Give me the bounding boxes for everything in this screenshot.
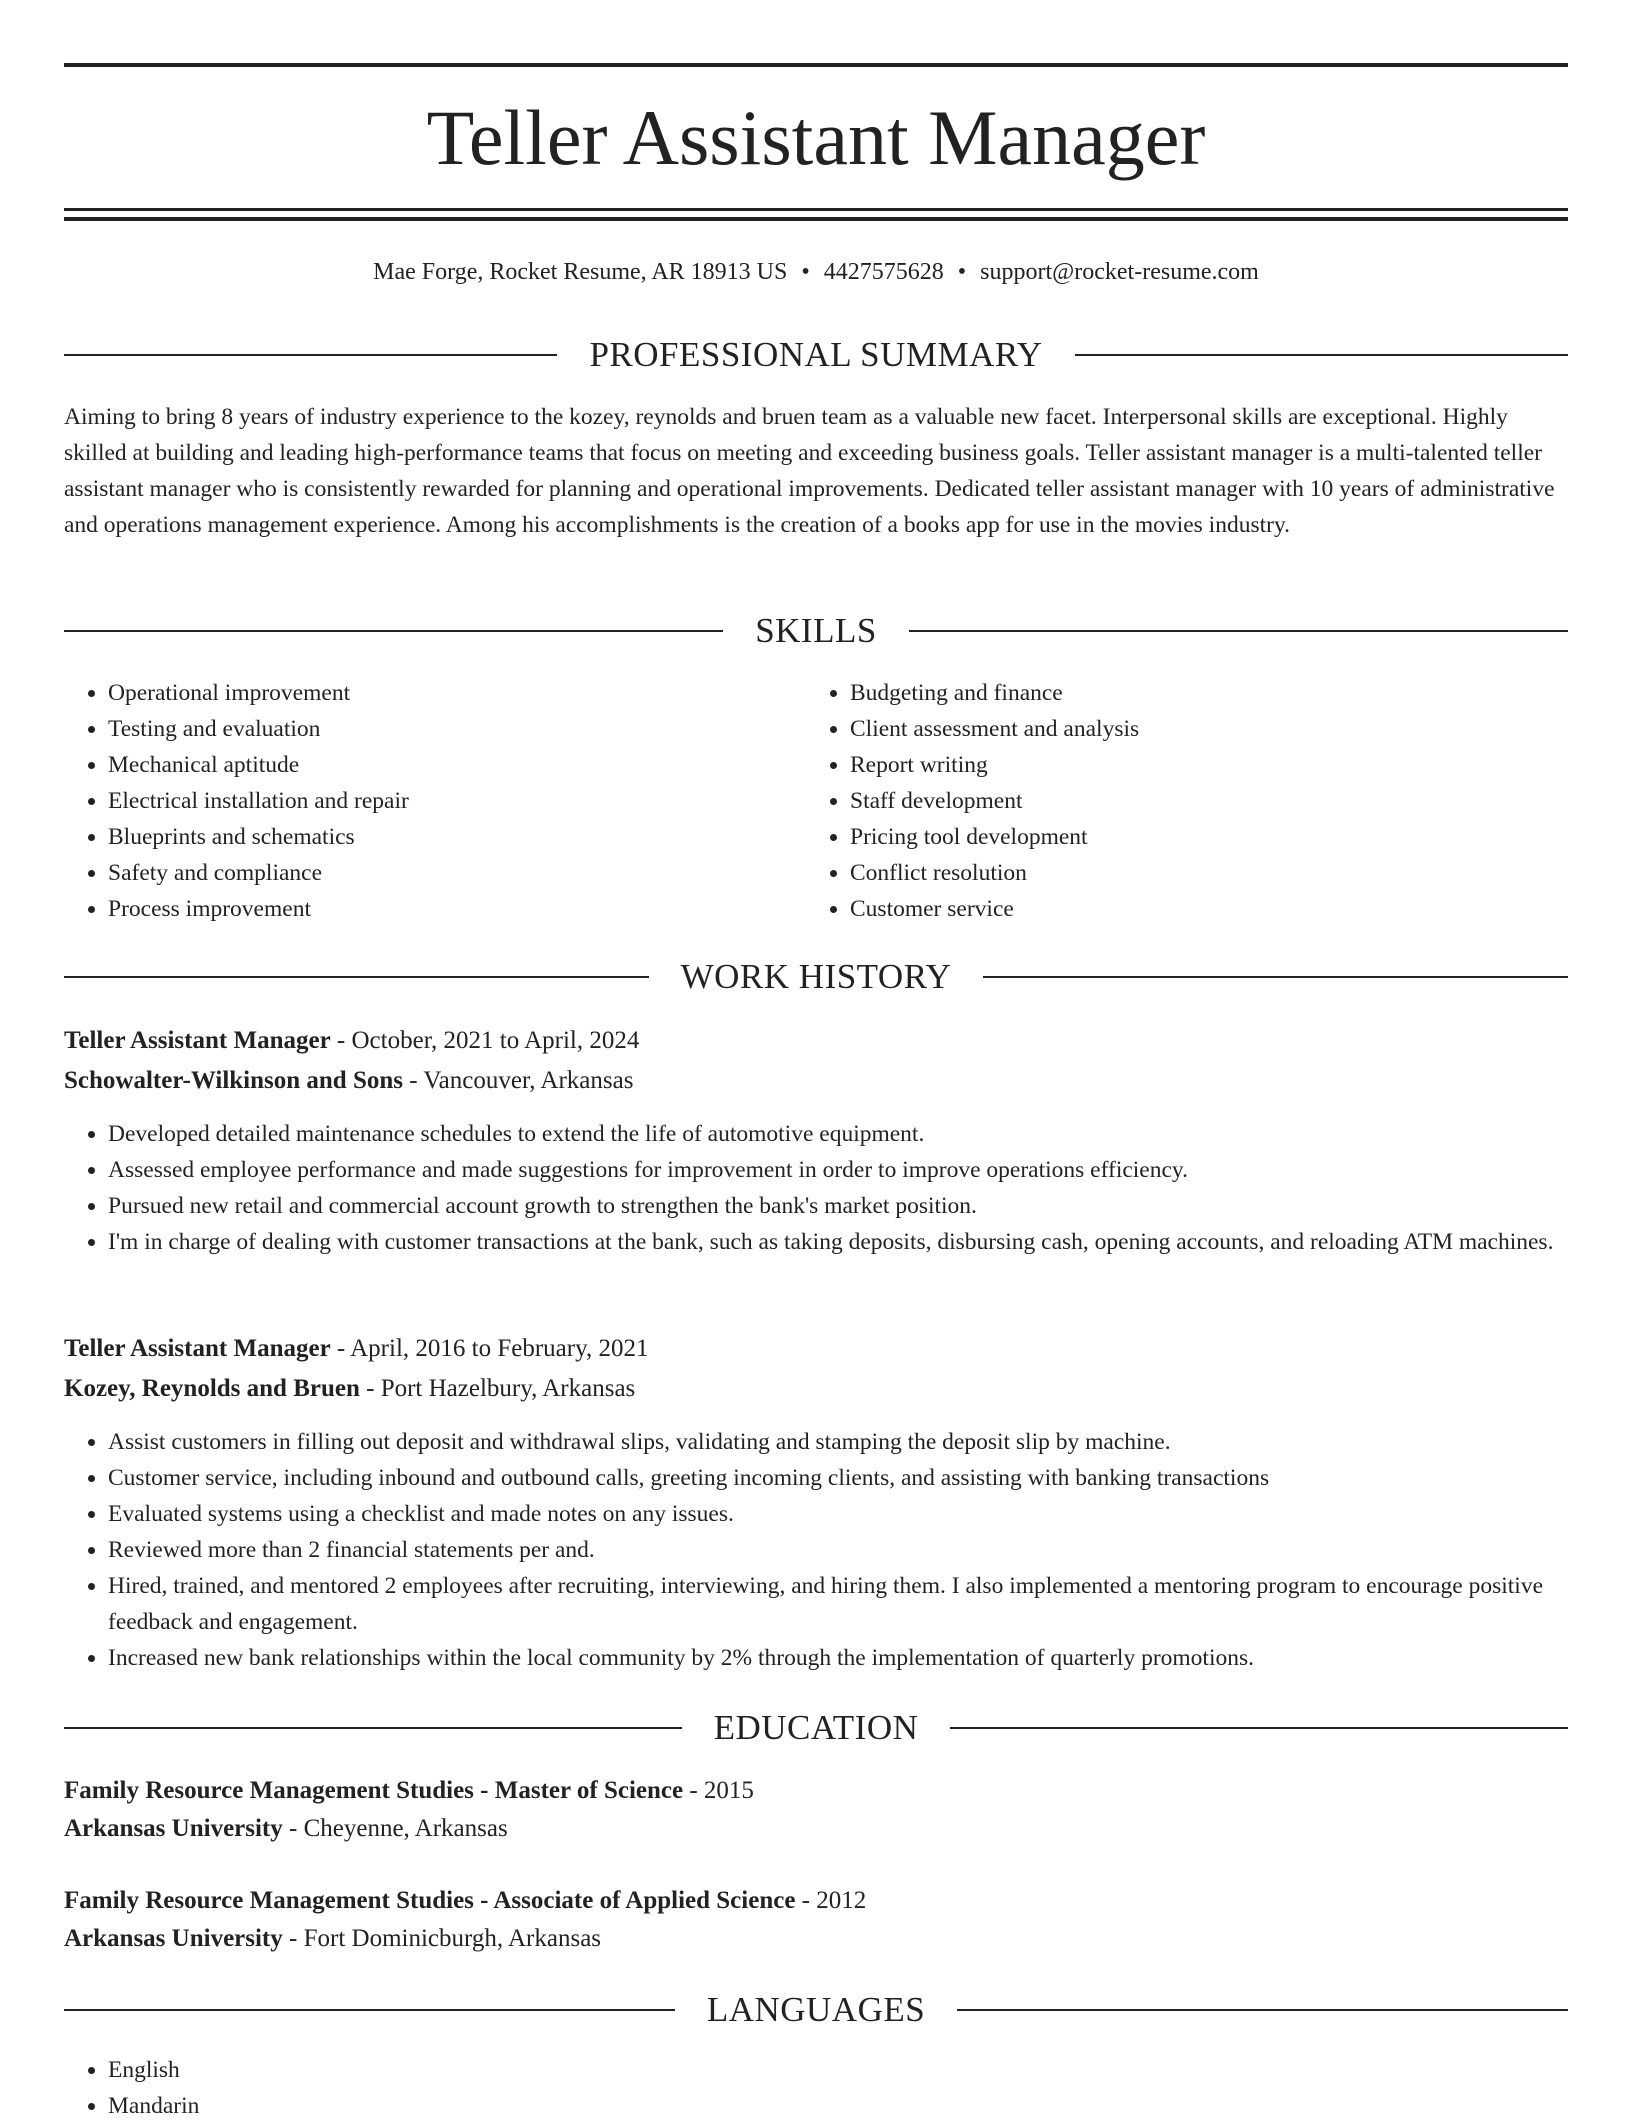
divider bbox=[64, 630, 723, 632]
education-year: 2012 bbox=[816, 1887, 867, 1914]
education-degree-line bbox=[64, 1771, 1568, 1811]
education-school: Arkansas University bbox=[64, 1815, 283, 1842]
job-title: Teller Assistant Manager bbox=[64, 1027, 331, 1054]
job-bullet: • Assist customers in filling out deposit and withdrawal slips, validating and stamping the deposit slip by machine. bbox=[108, 1424, 1612, 1460]
job-company: Kozey, Reynolds and Bruen bbox=[64, 1375, 360, 1402]
language-item: • Mandarin bbox=[108, 2088, 1612, 2124]
divider bbox=[64, 2009, 675, 2011]
job-company-line bbox=[64, 1369, 1568, 1409]
education-location: Cheyenne, Arkansas bbox=[303, 1815, 508, 1842]
skill-item: • Budgeting and finance bbox=[850, 675, 1610, 711]
skills-list-right bbox=[806, 675, 1610, 927]
title-double-rule bbox=[64, 208, 1568, 221]
divider bbox=[957, 2009, 1568, 2011]
contact-line bbox=[64, 254, 1568, 290]
job-bullet: • Reviewed more than 2 financial statements per and. bbox=[108, 1532, 1612, 1568]
job-bullet: • Increased new bank relationships within the local community by 2% through the implementation of quarterly promotions. bbox=[108, 1640, 1612, 1676]
education-year: 2015 bbox=[703, 1777, 754, 1804]
skill-item: • Blueprints and schematics bbox=[108, 819, 808, 855]
divider bbox=[1075, 354, 1568, 356]
language-item: • English bbox=[108, 2052, 1612, 2088]
summary-text: Aiming to bring 8 years of industry experience to the kozey, reynolds and bruen team as a valuable new facet. Interpersonal skills are exceptional. Highly skilled at building and leading high-performance teams that focus on meeting and exceeding business goals. Teller assistant manager is a multi-talented teller assistant manager who is consistently rewarded for planning and operational improvements. Dedicated teller assistant manager with 10 years of administrative and operations management experience. Among his accomplishments is the creation of a books app for use in the movies industry. bbox=[64, 404, 1555, 538]
job-dates: April, 2016 to February, 2021 bbox=[350, 1335, 649, 1362]
education-section-header bbox=[64, 1706, 1568, 1750]
skill-item: • Report writing bbox=[850, 747, 1610, 783]
contact-separator: • bbox=[801, 259, 810, 285]
skill-item: • Customer service bbox=[850, 891, 1610, 927]
job-bullet: • Evaluated systems using a checklist and made notes on any issues. bbox=[108, 1496, 1612, 1532]
dash: - bbox=[330, 1335, 351, 1362]
education-school-line bbox=[64, 1809, 1568, 1849]
job-title-line bbox=[64, 1329, 1568, 1369]
contact-phone[interactable]: 4427575628 bbox=[823, 259, 944, 285]
divider bbox=[64, 976, 649, 978]
job-location: Port Hazelbury, Arkansas bbox=[380, 1375, 636, 1402]
skill-item: • Safety and compliance bbox=[108, 855, 808, 891]
skill-item: • Electrical installation and repair bbox=[108, 783, 808, 819]
contact-email[interactable]: support@rocket-resume.com bbox=[980, 259, 1259, 285]
skill-item: • Mechanical aptitude bbox=[108, 747, 808, 783]
job-bullet: • Hired, trained, and mentored 2 employees after recruiting, interviewing, and hiring them. I also implemented a mentoring program to encourage positive feedback and engagement. bbox=[108, 1568, 1612, 1640]
job-company-line bbox=[64, 1061, 1568, 1101]
divider bbox=[983, 976, 1568, 978]
job-bullets bbox=[64, 1424, 1612, 1676]
skill-item: • Operational improvement bbox=[108, 675, 808, 711]
top-rule bbox=[64, 63, 1568, 67]
job-bullet: • I'm in charge of dealing with customer transactions at the bank, such as taking deposits, disbursing cash, opening accounts, and reloading ATM machines. bbox=[108, 1224, 1612, 1260]
summary-heading: PROFESSIONAL SUMMARY bbox=[589, 335, 1043, 374]
education-degree-line bbox=[64, 1881, 1568, 1921]
skills-heading: SKILLS bbox=[755, 611, 877, 650]
skills-list-left bbox=[64, 675, 808, 927]
skills-section-header bbox=[64, 609, 1568, 653]
job-bullet: • Pursued new retail and commercial account growth to strengthen the bank's market position. bbox=[108, 1188, 1612, 1224]
job-bullet: • Developed detailed maintenance schedules to extend the life of automotive equipment. bbox=[108, 1116, 1612, 1152]
skill-item: • Client assessment and analysis bbox=[850, 711, 1610, 747]
resume-title: Teller Assistant Manager bbox=[426, 94, 1206, 181]
education-degree: Family Resource Management Studies - Master of Science bbox=[64, 1777, 684, 1804]
skill-item: • Pricing tool development bbox=[850, 819, 1610, 855]
job-title-line bbox=[64, 1021, 1568, 1061]
divider bbox=[909, 630, 1568, 632]
skill-item: • Staff development bbox=[850, 783, 1610, 819]
job-company: Schowalter-Wilkinson and Sons bbox=[64, 1067, 403, 1094]
work-heading: WORK HISTORY bbox=[680, 957, 952, 996]
divider bbox=[64, 354, 557, 356]
work-section-header bbox=[64, 955, 1568, 999]
divider bbox=[950, 1727, 1568, 1729]
dash: - bbox=[330, 1027, 352, 1054]
dash: - bbox=[403, 1067, 424, 1094]
contact-address: Mae Forge, Rocket Resume, AR 18913 US bbox=[373, 259, 788, 285]
education-degree: Family Resource Management Studies - Associate of Applied Science bbox=[64, 1887, 796, 1914]
job-bullet: • Assessed employee performance and made suggestions for improvement in order to improve operations efficiency. bbox=[108, 1152, 1612, 1188]
skill-item: • Process improvement bbox=[108, 891, 808, 927]
dash: - bbox=[282, 1925, 304, 1952]
dash: - bbox=[683, 1777, 704, 1804]
job-bullets bbox=[64, 1116, 1612, 1260]
dash: - bbox=[795, 1887, 817, 1914]
job-dates: October, 2021 to April, 2024 bbox=[351, 1027, 640, 1054]
education-heading: EDUCATION bbox=[713, 1708, 919, 1747]
job-location: Vancouver, Arkansas bbox=[423, 1067, 634, 1094]
education-school: Arkansas University bbox=[64, 1925, 283, 1952]
skill-item: • Testing and evaluation bbox=[108, 711, 808, 747]
dash: - bbox=[359, 1375, 381, 1402]
skill-item: • Conflict resolution bbox=[850, 855, 1610, 891]
divider bbox=[64, 1727, 682, 1729]
summary-section-header bbox=[64, 333, 1568, 377]
job-bullet: • Customer service, including inbound and outbound calls, greeting incoming clients, and assisting with banking transactions bbox=[108, 1460, 1612, 1496]
job-title: Teller Assistant Manager bbox=[64, 1335, 331, 1362]
education-school-line bbox=[64, 1919, 1568, 1959]
languages-section-header bbox=[64, 1988, 1568, 2032]
languages-heading: LANGUAGES bbox=[706, 1990, 926, 2029]
dash: - bbox=[282, 1815, 304, 1842]
languages-list bbox=[64, 2052, 1612, 2124]
contact-separator: • bbox=[957, 259, 967, 285]
education-location: Fort Dominicburgh, Arkansas bbox=[303, 1925, 602, 1952]
